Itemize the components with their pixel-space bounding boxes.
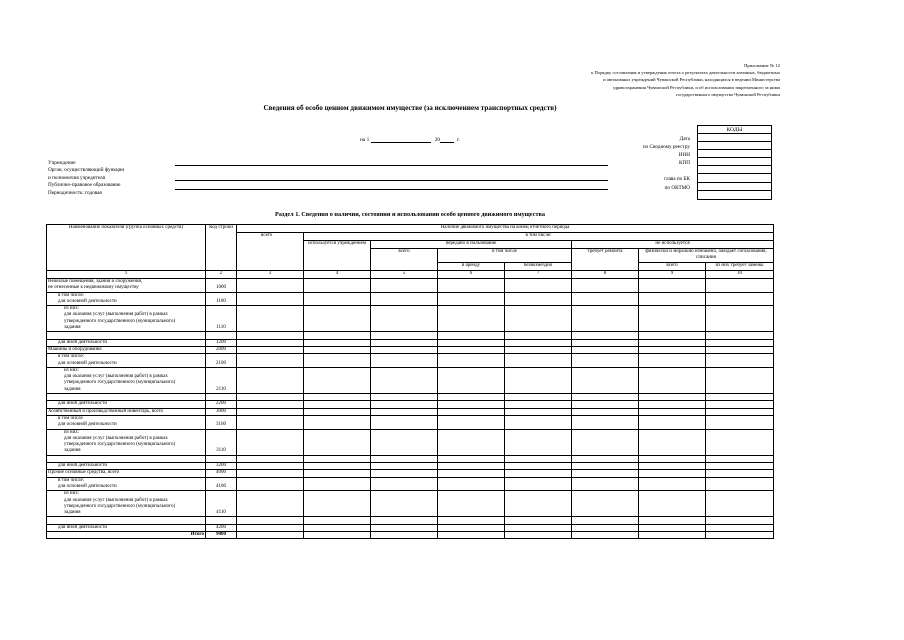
value-cell[interactable] — [572, 279, 639, 293]
row-name: из них: для оказания услуг (выполнения работ) в рамках утвержденного государственного (муниципального) задания — [47, 491, 206, 517]
value-cell[interactable] — [572, 401, 639, 408]
value-cell[interactable] — [237, 394, 304, 401]
value-cell[interactable] — [706, 346, 774, 353]
document-title: Сведения об особо ценном движимом имуществе (за исключением транспортных средств) — [263, 104, 557, 112]
date-day-month-field[interactable] — [371, 136, 431, 143]
value-cell[interactable] — [371, 477, 438, 491]
codes-labels — [560, 135, 690, 200]
appendix-note — [540, 62, 780, 98]
row-name: Прочие основные средства, всего — [47, 470, 206, 477]
value-cell[interactable] — [304, 455, 371, 462]
value-cell[interactable] — [304, 339, 371, 346]
institution-label: Учреждение — [48, 160, 76, 166]
row-code — [206, 332, 237, 339]
row-name: в том числе: для основной деятельности — [47, 354, 206, 368]
value-cell[interactable] — [706, 455, 774, 462]
value-cell[interactable] — [706, 429, 774, 455]
value-cell[interactable] — [639, 367, 706, 393]
value-cell[interactable] — [304, 279, 371, 293]
value-cell[interactable] — [572, 394, 639, 401]
value-cell[interactable] — [237, 292, 304, 306]
value-cell[interactable] — [371, 346, 438, 353]
row-code: 2200 — [206, 401, 237, 408]
row-code: 4110 — [206, 491, 237, 517]
value-cell[interactable] — [505, 401, 572, 408]
value-cell[interactable] — [572, 332, 639, 339]
row-name: Хозяйственный и производственный инвентарь, всего — [47, 408, 206, 415]
row-code: 4100 — [206, 477, 237, 491]
value-cell[interactable] — [639, 346, 706, 353]
table-row — [47, 517, 774, 524]
value-cell[interactable] — [706, 401, 774, 408]
total-label: Итого — [47, 531, 206, 538]
value-cell[interactable] — [438, 463, 505, 470]
code-label — [560, 192, 690, 200]
value-cell[interactable] — [438, 517, 505, 524]
value-cell[interactable] — [371, 470, 438, 477]
value-cell[interactable] — [639, 339, 706, 346]
value-cell[interactable] — [706, 408, 774, 415]
value-cell[interactable] — [304, 524, 371, 531]
column-number: 4 — [304, 271, 371, 279]
row-code: 3100 — [206, 415, 237, 429]
value-cell[interactable] — [505, 346, 572, 353]
value-cell[interactable] — [438, 455, 505, 462]
value-cell[interactable] — [639, 306, 706, 332]
value-cell[interactable] — [371, 401, 438, 408]
value-cell[interactable] — [304, 306, 371, 332]
row-name: в том числе: для основной деятельности — [47, 292, 206, 306]
value-cell[interactable] — [237, 429, 304, 455]
value-cell[interactable] — [304, 491, 371, 517]
value-cell[interactable] — [371, 408, 438, 415]
periodicity-label: Периодичность: годовая — [48, 189, 102, 196]
row-name — [47, 455, 206, 462]
total-value-cell[interactable] — [572, 531, 639, 538]
value-cell[interactable] — [237, 332, 304, 339]
table-row — [47, 491, 774, 517]
property-table — [46, 224, 774, 539]
table-row — [47, 394, 774, 401]
value-cell[interactable] — [438, 394, 505, 401]
value-cell[interactable] — [371, 455, 438, 462]
appendix-line: и автономных учреждений Чувашской Республики, находящихся в ведении Министерства — [603, 77, 780, 83]
value-cell[interactable] — [304, 394, 371, 401]
value-cell[interactable] — [237, 354, 304, 368]
row-code: 1100 — [206, 292, 237, 306]
table-row — [47, 470, 774, 477]
row-name — [47, 517, 206, 524]
row-name: в том числе: для основной деятельности — [47, 477, 206, 491]
value-cell[interactable] — [304, 470, 371, 477]
date-suffix: г. — [456, 137, 460, 143]
value-cell[interactable] — [237, 401, 304, 408]
value-cell[interactable] — [438, 429, 505, 455]
value-cell[interactable] — [304, 292, 371, 306]
value-cell[interactable] — [572, 524, 639, 531]
value-cell[interactable] — [438, 477, 505, 491]
row-code: 1200 — [206, 339, 237, 346]
value-cell[interactable] — [505, 408, 572, 415]
column-number: 2 — [206, 271, 237, 279]
value-cell[interactable] — [438, 491, 505, 517]
row-name: в том числе для основной деятельности — [47, 415, 206, 429]
value-cell[interactable] — [438, 346, 505, 353]
section-title: Раздел 1. Сведения о наличии, состоянии и использовании особо ценного движимого имущества — [275, 211, 545, 218]
value-cell[interactable] — [572, 415, 639, 429]
value-cell[interactable] — [706, 306, 774, 332]
value-cell[interactable] — [572, 491, 639, 517]
value-cell[interactable] — [639, 470, 706, 477]
value-cell[interactable] — [706, 367, 774, 393]
value-cell[interactable] — [639, 401, 706, 408]
code-label: ИНН — [678, 152, 690, 159]
value-cell[interactable] — [505, 429, 572, 455]
value-cell[interactable] — [706, 491, 774, 517]
total-value-cell[interactable] — [438, 531, 505, 538]
value-cell[interactable] — [639, 279, 706, 293]
value-cell[interactable] — [639, 491, 706, 517]
total-row — [47, 531, 774, 538]
value-cell[interactable] — [572, 339, 639, 346]
column-number: 5 — [371, 271, 438, 279]
code-cell[interactable] — [698, 150, 771, 158]
value-cell[interactable] — [371, 415, 438, 429]
value-cell[interactable] — [505, 354, 572, 368]
value-cell[interactable] — [572, 354, 639, 368]
header-availability: Наличие движимого имущества на конец отчетного периода — [237, 225, 774, 233]
row-name: для иной деятельности — [47, 524, 206, 531]
value-cell[interactable] — [371, 367, 438, 393]
value-cell[interactable] — [639, 408, 706, 415]
header-code: Код строки — [206, 225, 237, 271]
value-cell[interactable] — [572, 306, 639, 332]
value-cell[interactable] — [639, 354, 706, 368]
table-row — [47, 455, 774, 462]
value-cell[interactable] — [505, 491, 572, 517]
row-code — [206, 394, 237, 401]
table-row — [47, 306, 774, 332]
value-cell[interactable] — [505, 517, 572, 524]
value-cell[interactable] — [505, 455, 572, 462]
value-cell[interactable] — [237, 339, 304, 346]
value-cell[interactable] — [237, 367, 304, 393]
header-transferred-incl: в том числе — [438, 249, 572, 263]
header-transferred: передано в пользование — [371, 241, 572, 249]
value-cell[interactable] — [438, 415, 505, 429]
total-value-cell[interactable] — [639, 531, 706, 538]
value-cell[interactable] — [639, 332, 706, 339]
value-cell[interactable] — [572, 470, 639, 477]
value-cell[interactable] — [237, 463, 304, 470]
value-cell[interactable] — [304, 367, 371, 393]
appendix-line: Приложение № 12 — [744, 63, 780, 68]
value-cell[interactable] — [304, 354, 371, 368]
table-row — [47, 279, 774, 293]
column-number: 1 — [47, 271, 206, 279]
total-value-cell[interactable] — [505, 531, 572, 538]
founder-label-1: Орган, осуществляющий функции — [48, 167, 125, 174]
code-label: глава по БК — [664, 176, 690, 183]
value-cell[interactable] — [237, 470, 304, 477]
value-cell[interactable] — [371, 292, 438, 306]
column-number: 8 — [572, 271, 639, 279]
table-row — [47, 463, 774, 470]
table-row — [47, 332, 774, 339]
row-name: из них: для оказания услуг (выполнения работ) в рамках утвержденного государственного (муниципального) задания — [47, 306, 206, 332]
column-number: 6 — [438, 271, 505, 279]
code-cell[interactable] — [698, 166, 771, 174]
table-row — [47, 429, 774, 455]
value-cell[interactable] — [706, 354, 774, 368]
value-cell[interactable] — [706, 292, 774, 306]
row-code: 2100 — [206, 354, 237, 368]
value-cell[interactable] — [639, 524, 706, 531]
value-cell[interactable] — [371, 339, 438, 346]
value-cell[interactable] — [706, 339, 774, 346]
row-code: 4200 — [206, 524, 237, 531]
row-code — [206, 455, 237, 462]
value-cell[interactable] — [505, 292, 572, 306]
value-cell[interactable] — [505, 524, 572, 531]
row-name: из них: для оказания услуг (выполнения работ) в рамках утвержденного государственного (муниципального) задания — [47, 367, 206, 393]
value-cell[interactable] — [639, 429, 706, 455]
code-label — [560, 167, 690, 175]
value-cell[interactable] — [639, 455, 706, 462]
founder-field-line[interactable] — [175, 180, 608, 181]
value-cell[interactable] — [505, 470, 572, 477]
value-cell[interactable] — [438, 401, 505, 408]
code-cell[interactable] — [698, 174, 771, 182]
codes-box — [697, 134, 772, 200]
value-cell[interactable] — [505, 339, 572, 346]
value-cell[interactable] — [706, 517, 774, 524]
value-cell[interactable] — [371, 332, 438, 339]
header-rent: в аренду — [438, 263, 505, 271]
value-cell[interactable] — [304, 408, 371, 415]
row-code: 1110 — [206, 306, 237, 332]
value-cell[interactable] — [237, 306, 304, 332]
date-prefix: на 1 — [360, 137, 370, 143]
value-cell[interactable] — [371, 279, 438, 293]
value-cell[interactable] — [304, 429, 371, 455]
row-code: 3110 — [206, 429, 237, 455]
date-century: 20 — [434, 137, 441, 143]
value-cell[interactable] — [237, 524, 304, 531]
code-cell[interactable] — [698, 134, 771, 142]
value-cell[interactable] — [639, 463, 706, 470]
value-cell[interactable] — [438, 332, 505, 339]
total-value-cell[interactable] — [371, 531, 438, 538]
value-cell[interactable] — [237, 517, 304, 524]
row-name — [47, 394, 206, 401]
column-number: 3 — [237, 271, 304, 279]
codes-header: КОДЫ — [697, 125, 772, 134]
total-value-cell[interactable] — [706, 531, 774, 538]
total-value-cell[interactable] — [304, 531, 371, 538]
value-cell[interactable] — [438, 367, 505, 393]
value-cell[interactable] — [438, 408, 505, 415]
header-worn-replace: из них требует замены — [706, 263, 774, 271]
header-repair: требует ремонта — [572, 249, 639, 271]
table-row — [47, 477, 774, 491]
value-cell[interactable] — [505, 279, 572, 293]
value-cell[interactable] — [572, 408, 639, 415]
value-cell[interactable] — [639, 394, 706, 401]
appendix-line: к Порядку составления и утверждения отчета о результатах деятельности казенных, бюджетных — [591, 70, 780, 76]
value-cell[interactable] — [572, 517, 639, 524]
header-used: используется учреждением — [304, 241, 371, 271]
row-code: 3200 — [206, 463, 237, 470]
row-name — [47, 332, 206, 339]
value-cell[interactable] — [438, 354, 505, 368]
public-entity-field-line[interactable] — [175, 189, 608, 190]
value-cell[interactable] — [371, 306, 438, 332]
value-cell[interactable] — [706, 279, 774, 293]
date-year-field[interactable] — [440, 136, 454, 143]
value-cell[interactable] — [371, 394, 438, 401]
header-including: в том числе: — [304, 233, 774, 241]
code-label: Дата — [679, 136, 690, 142]
value-cell[interactable] — [371, 491, 438, 517]
report-date-line — [360, 136, 460, 143]
appendix-line: государственного имущества Чувашской Республики — [675, 91, 780, 97]
value-cell[interactable] — [505, 415, 572, 429]
code-label: КПП — [679, 160, 690, 167]
table-row — [47, 401, 774, 408]
table-row — [47, 408, 774, 415]
code-cell[interactable] — [698, 158, 771, 166]
value-cell[interactable] — [706, 477, 774, 491]
value-cell[interactable] — [438, 339, 505, 346]
value-cell[interactable] — [304, 332, 371, 339]
value-cell[interactable] — [505, 463, 572, 470]
row-code: 3000 — [206, 408, 237, 415]
code-cell[interactable] — [698, 183, 771, 191]
value-cell[interactable] — [572, 463, 639, 470]
table-row — [47, 524, 774, 531]
code-label: по Сводному реестру — [642, 144, 690, 151]
value-cell[interactable] — [438, 470, 505, 477]
value-cell[interactable] — [371, 517, 438, 524]
value-cell[interactable] — [706, 524, 774, 531]
table-row — [47, 367, 774, 393]
table-row — [47, 292, 774, 306]
row-name: Машины и оборудование — [47, 346, 206, 353]
column-number: 7 — [505, 271, 572, 279]
value-cell[interactable] — [572, 429, 639, 455]
value-cell[interactable] — [706, 394, 774, 401]
row-name: для иной деятельности — [47, 401, 206, 408]
row-code: 4000 — [206, 470, 237, 477]
value-cell[interactable] — [438, 306, 505, 332]
row-name: Нежилые помещения, здания и сооружения, не отнесенные к недвижимому имуществу — [47, 279, 206, 293]
value-cell[interactable] — [572, 367, 639, 393]
value-cell[interactable] — [371, 429, 438, 455]
header-total: всего — [237, 233, 304, 271]
header-transferred-total: всего — [371, 249, 438, 271]
value-cell[interactable] — [371, 463, 438, 470]
value-cell[interactable] — [237, 415, 304, 429]
table-row — [47, 354, 774, 368]
value-cell[interactable] — [572, 455, 639, 462]
value-cell[interactable] — [237, 346, 304, 353]
value-cell[interactable] — [371, 354, 438, 368]
value-cell[interactable] — [237, 279, 304, 293]
row-code: 2000 — [206, 346, 237, 353]
row-code — [206, 517, 237, 524]
public-entity-label: Публично-правовое образование — [48, 182, 121, 189]
value-cell[interactable] — [639, 415, 706, 429]
value-cell[interactable] — [237, 455, 304, 462]
value-cell[interactable] — [237, 477, 304, 491]
code-label: по ОКТМО — [664, 184, 690, 191]
value-cell[interactable] — [304, 517, 371, 524]
table-row — [47, 415, 774, 429]
value-cell[interactable] — [505, 332, 572, 339]
row-name: для иной деятельности — [47, 463, 206, 470]
value-cell[interactable] — [237, 491, 304, 517]
value-cell[interactable] — [505, 477, 572, 491]
code-cell[interactable] — [698, 191, 771, 199]
value-cell[interactable] — [572, 346, 639, 353]
value-cell[interactable] — [572, 477, 639, 491]
value-cell[interactable] — [639, 477, 706, 491]
column-number: 10 — [706, 271, 774, 279]
value-cell[interactable] — [304, 346, 371, 353]
table-row — [47, 346, 774, 353]
value-cell[interactable] — [505, 367, 572, 393]
value-cell[interactable] — [639, 517, 706, 524]
total-code: 9000 — [206, 531, 237, 538]
code-cell[interactable] — [698, 142, 771, 150]
header-not-used: не используется — [572, 241, 774, 249]
value-cell[interactable] — [438, 279, 505, 293]
value-cell[interactable] — [706, 470, 774, 477]
row-code: 2110 — [206, 367, 237, 393]
header-name: Наименование показателя (группа основных средств) — [47, 225, 206, 271]
column-number: 9 — [639, 271, 706, 279]
value-cell[interactable] — [706, 332, 774, 339]
header-worn-total: всего — [639, 263, 706, 271]
table-row — [47, 339, 774, 346]
value-cell[interactable] — [505, 306, 572, 332]
row-name: из них: для оказания услуг (выполнения работ) в рамках утвержденного государственного (муниципального) задания — [47, 429, 206, 455]
row-name: для иной деятельности — [47, 339, 206, 346]
value-cell[interactable] — [304, 463, 371, 470]
value-cell[interactable] — [706, 415, 774, 429]
appendix-line: здравоохранения Чувашской Республики, и об использовании закрепленного за ними — [612, 84, 780, 90]
total-value-cell[interactable] — [237, 531, 304, 538]
founder-label-2: и полномочия учредителя — [48, 174, 106, 181]
value-cell[interactable] — [304, 401, 371, 408]
value-cell[interactable] — [505, 394, 572, 401]
value-cell[interactable] — [706, 463, 774, 470]
value-cell[interactable] — [438, 292, 505, 306]
value-cell[interactable] — [438, 524, 505, 531]
header-free: безвозмездно — [505, 263, 572, 271]
value-cell[interactable] — [237, 408, 304, 415]
row-code: 1000 — [206, 279, 237, 293]
institution-field-line[interactable] — [175, 165, 608, 166]
value-cell[interactable] — [572, 292, 639, 306]
header-worn: физически и морально изношено, ожидает согласования, списания — [639, 249, 774, 263]
value-cell[interactable] — [639, 292, 706, 306]
value-cell[interactable] — [304, 477, 371, 491]
value-cell[interactable] — [371, 524, 438, 531]
value-cell[interactable] — [304, 415, 371, 429]
